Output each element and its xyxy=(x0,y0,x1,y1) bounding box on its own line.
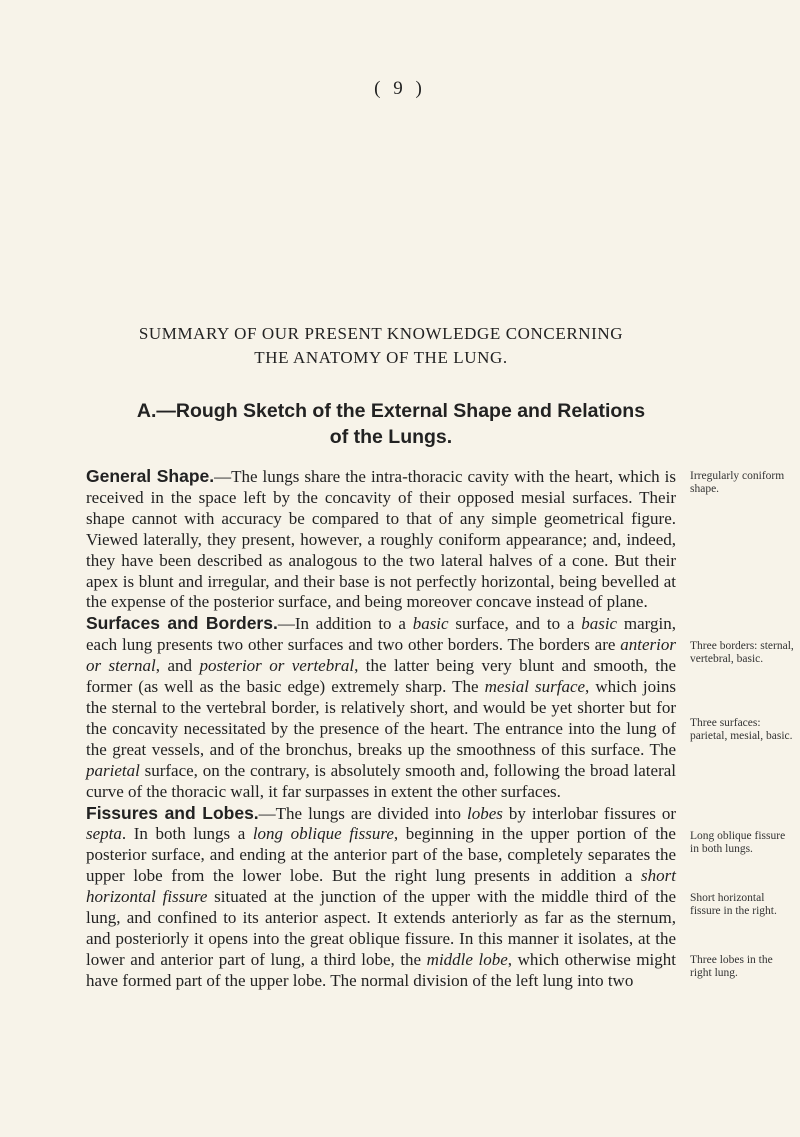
italic-term: basic xyxy=(581,614,618,634)
paragraph-text: —The lungs share the intra-thoracic cavity with the heart, which is received in the space left by the concavity of their opposed mesial surfaces. Their shape cannot with accuracy be compared to that of any simple geometrical figure. Viewed laterally, they present, however, a roughly coniform appearance; and, indeed, they have been described as analogous to the two lateral halves of a cone. But their apex is blunt and irregular, and their base is not perfectly horizontal, being bevelled at the expense of the posterior surface, and being moreover concave instead of plane. xyxy=(86,467,676,612)
italic-term: posterior or vertebral xyxy=(199,656,355,676)
italic-term: septa xyxy=(86,824,122,844)
paragraph-text: , which joins the sternal to the vertebral border, is relatively short, and would be yet shorter but for the concavity necessitated by the presence of the heart. The entrance into the lung of the great vessels, and of the bronchus, breaks up the smoothness of this surface. The xyxy=(86,677,676,759)
paragraph-fissures-lobes xyxy=(86,803,676,992)
italic-term: mesial surface xyxy=(484,677,586,697)
margin-note-surfaces: Three surfaces: parietal, mesial, basic. xyxy=(690,717,793,742)
chapter-title-line-2: THE ANATOMY OF THE LUNG. xyxy=(254,348,508,367)
paragraph-text: margin, each lung presents two other surfaces and two other borders. The borders are xyxy=(86,614,677,655)
margin-note-shape: Irregularly coniform shape. xyxy=(690,470,785,495)
paragraph-text: by interlobar fissures or xyxy=(502,803,676,823)
paragraph-text: , the latter being very blunt and smooth, the former (as well as the basic edge) extremely sharp. The xyxy=(86,656,676,697)
paragraph-text: —In addition to a xyxy=(277,614,413,634)
chapter-title-line-1: SUMMARY OF OUR PRESENT KNOWLEDGE CONCERNING xyxy=(138,324,624,343)
section-title-line-2: of the Lungs. xyxy=(329,426,453,448)
paragraph-text: , which otherwise might have formed part of the upper lobe. The normal division of the left lung into two xyxy=(86,949,676,990)
italic-term: basic xyxy=(412,614,449,634)
italic-term: lobes xyxy=(467,803,503,823)
italic-term: long oblique fissure xyxy=(252,824,394,844)
paragraph-text: , and xyxy=(155,656,200,676)
paragraph-heading: Surfaces and Borders. xyxy=(86,613,278,634)
paragraph-text: —The lungs are divided into xyxy=(258,803,468,823)
page-number: ( 9 ) xyxy=(374,78,426,99)
margin-note-lobes: Three lobes in the right lung. xyxy=(690,954,773,979)
paragraph-text: situated at the junction of the upper with the middle third of the lung, and confined to its anterior aspect. It extends anteriorly as far as the sternum, and posteriorly it opens into the great oblique fissure. In this manner it isolates, at the lower and anterior part of lung, a third lobe, the xyxy=(86,887,676,969)
paragraph-general-shape xyxy=(86,466,676,613)
body-text xyxy=(86,466,676,992)
margin-note-horizontal-fissure: Short horizontal fissure in the right. xyxy=(690,892,777,917)
chapter-title xyxy=(86,322,676,370)
italic-term: parietal xyxy=(86,760,140,780)
paragraph-text: . In both lungs a xyxy=(121,824,253,844)
section-title xyxy=(96,398,686,450)
paragraph-text: , beginning in the upper portion of the posterior surface, and ending at the anterior part of the base, completely separates the upper lobe from the lower lobe. But the right lung presents in addition a xyxy=(86,824,676,886)
margin-note-oblique-fissure: Long oblique fissure in both lungs. xyxy=(690,830,786,855)
paragraph-surfaces-borders xyxy=(86,613,676,802)
paragraph-text: surface, and to a xyxy=(448,614,582,634)
paragraph-heading: Fissures and Lobes. xyxy=(86,802,259,823)
italic-term: middle lobe xyxy=(426,949,508,969)
italic-term: anterior or sternal xyxy=(86,635,676,676)
paragraph-heading: General Shape. xyxy=(86,466,215,486)
margin-note-borders: Three borders: sternal, vertebral, basic. xyxy=(690,640,794,665)
section-title-line-1: A.—Rough Sketch of the External Shape and Relations xyxy=(136,400,646,422)
italic-term: short horizontal fissure xyxy=(86,866,676,907)
paragraph-text: surface, on the contrary, is absolutely smooth and, following the broad lateral curve of the thoracic wall, it far surpasses in extent the other surfaces. xyxy=(86,760,676,801)
